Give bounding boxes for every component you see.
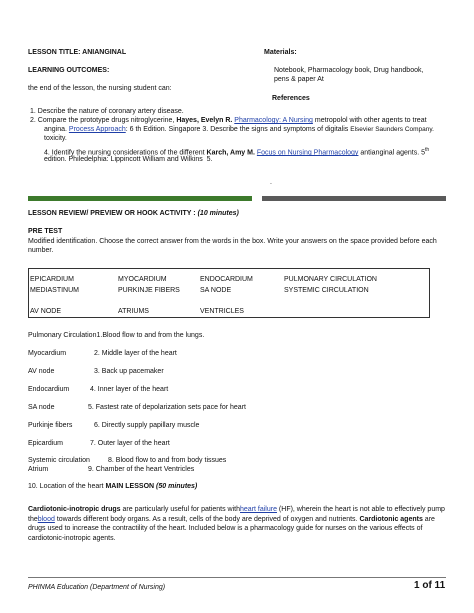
- word-av-node: AV NODE: [30, 308, 61, 315]
- word-endocardium: ENDOCARDIUM: [200, 276, 253, 283]
- outcome-2-line-2: angina. Process Approach: 6 th Edition. Singapore 3. Describe the signs and symptoms of digitalis Elsevier Saunders Company.: [44, 126, 434, 133]
- answer-row-8: Systemic circulation 8. Blood flow to and from body tissues: [28, 457, 227, 464]
- answer-row-1: Pulmonary Circulation1.Blood flow to and from the lungs.: [28, 332, 205, 339]
- ref-karch: Karch, Amy M.: [206, 149, 255, 157]
- question-10: 10. Location of the heart MAIN LESSON (50 minutes): [28, 483, 198, 490]
- answer-row-2: Myocardium 2. Middle layer of the heart: [28, 350, 177, 357]
- footer-rule: [28, 577, 446, 578]
- materials-text-2: pens & paper At: [274, 76, 324, 83]
- blank-heart-failure: heart failure: [240, 506, 277, 513]
- review-heading: LESSON REVIEW/ PREVIEW OR HOOK ACTIVITY : (10 minutes): [28, 210, 239, 217]
- process-approach-link[interactable]: Process Approach: [68, 126, 126, 133]
- answer-row-5: SA node 5. Fastest rate of depolarization sets pace for heart: [28, 404, 246, 411]
- word-epicardium: EPICARDIUM: [30, 276, 74, 283]
- answer-row-9: Atrium 9. Chamber of the heart Ventricles: [28, 466, 195, 473]
- answer-row-4: Endocardium 4. Inner layer of the heart: [28, 386, 169, 393]
- outcome-4: 4. Identify the nursing considerations of the different Karch, Amy M. Focus on Nursing Pharmacology antianginal agents. 5th: [44, 147, 430, 157]
- gray-divider: [262, 196, 446, 201]
- stray-dot: .: [270, 179, 272, 186]
- word-purkinje: PURKINJE FIBERS: [118, 287, 180, 294]
- references-heading: References: [272, 95, 310, 102]
- ref-elsevier: Elsevier Saunders Company.: [350, 126, 434, 133]
- word-sa-node: SA NODE: [200, 287, 232, 294]
- lesson-title: LESSON TITLE: ANIANGINAL: [28, 49, 127, 56]
- main-paragraph: Cardiotonic-inotropic drugs are particularly useful for patients withheart failure (HF), wherein the heart is not able to effectively pump theblood towards different body organs. As a result, cells of the body are deprived of oxygen and nutrients. Cardiotonic agents are drugs used to increase the contractility of the heart. Included below is a pharmacology guide for nurses on the various effects of cardiotonic-inotropic agents.: [28, 506, 445, 542]
- learning-outcomes-heading: LEARNING OUTCOMES:: [28, 67, 110, 74]
- page-number: 1 of 11: [414, 580, 446, 591]
- ref-hayes: Hayes, Evelyn R.: [176, 117, 233, 124]
- footer-left: PHINMA Education (Department of Nursing): [28, 584, 166, 591]
- word-myocardium: MYOCARDIUM: [118, 276, 167, 283]
- intro-line: the end of the lesson, the nursing student can:: [28, 85, 172, 92]
- word-systemic: SYSTEMIC CIRCULATION: [284, 287, 369, 294]
- outcome-2: 2. Compare the prototype drugs nitroglycerine, Hayes, Evelyn R. Pharmacology: A Nursing metropolol with other agents to treat: [30, 117, 427, 124]
- word-atriums: ATRIUMS: [118, 308, 149, 315]
- ref-hayes-book[interactable]: Pharmacology: A Nursing: [234, 117, 313, 124]
- word-ventricles: VENTRICLES: [200, 308, 244, 315]
- green-divider: [28, 196, 252, 201]
- word-mediastinum: MEDIASTINUM: [30, 287, 79, 294]
- answer-row-3: AV node 3. Back up pacemaker: [28, 368, 164, 375]
- ref-karch-book[interactable]: Focus on Nursing Pharmacology: [256, 149, 359, 157]
- blank-blood: blood: [37, 515, 55, 523]
- pretest-heading: PRE TEST: [28, 228, 63, 235]
- materials-heading: Materials:: [264, 49, 297, 56]
- answer-row-6: Purkinje fibers 6. Directly supply papillary muscle: [28, 422, 200, 429]
- outcome-3-line-2: toxicity.: [44, 135, 67, 142]
- pretest-instructions: Modified identification. Choose the correct answer from the words in the box. Write your answers on the space provided before each number.: [28, 238, 437, 254]
- materials-text: Notebook, Pharmacology book, Drug handbook,: [274, 67, 424, 74]
- outcome-1: 1. Describe the nature of coronary artery disease.: [30, 108, 184, 115]
- word-pulmonary: PULMONARY CIRCULATION: [284, 276, 377, 283]
- outcome-4-line-2: edition. Philedelphia: Lippincott William and Wilkins 5.: [44, 156, 213, 163]
- answer-row-7: Epicardium 7. Outer layer of the heart: [28, 440, 170, 447]
